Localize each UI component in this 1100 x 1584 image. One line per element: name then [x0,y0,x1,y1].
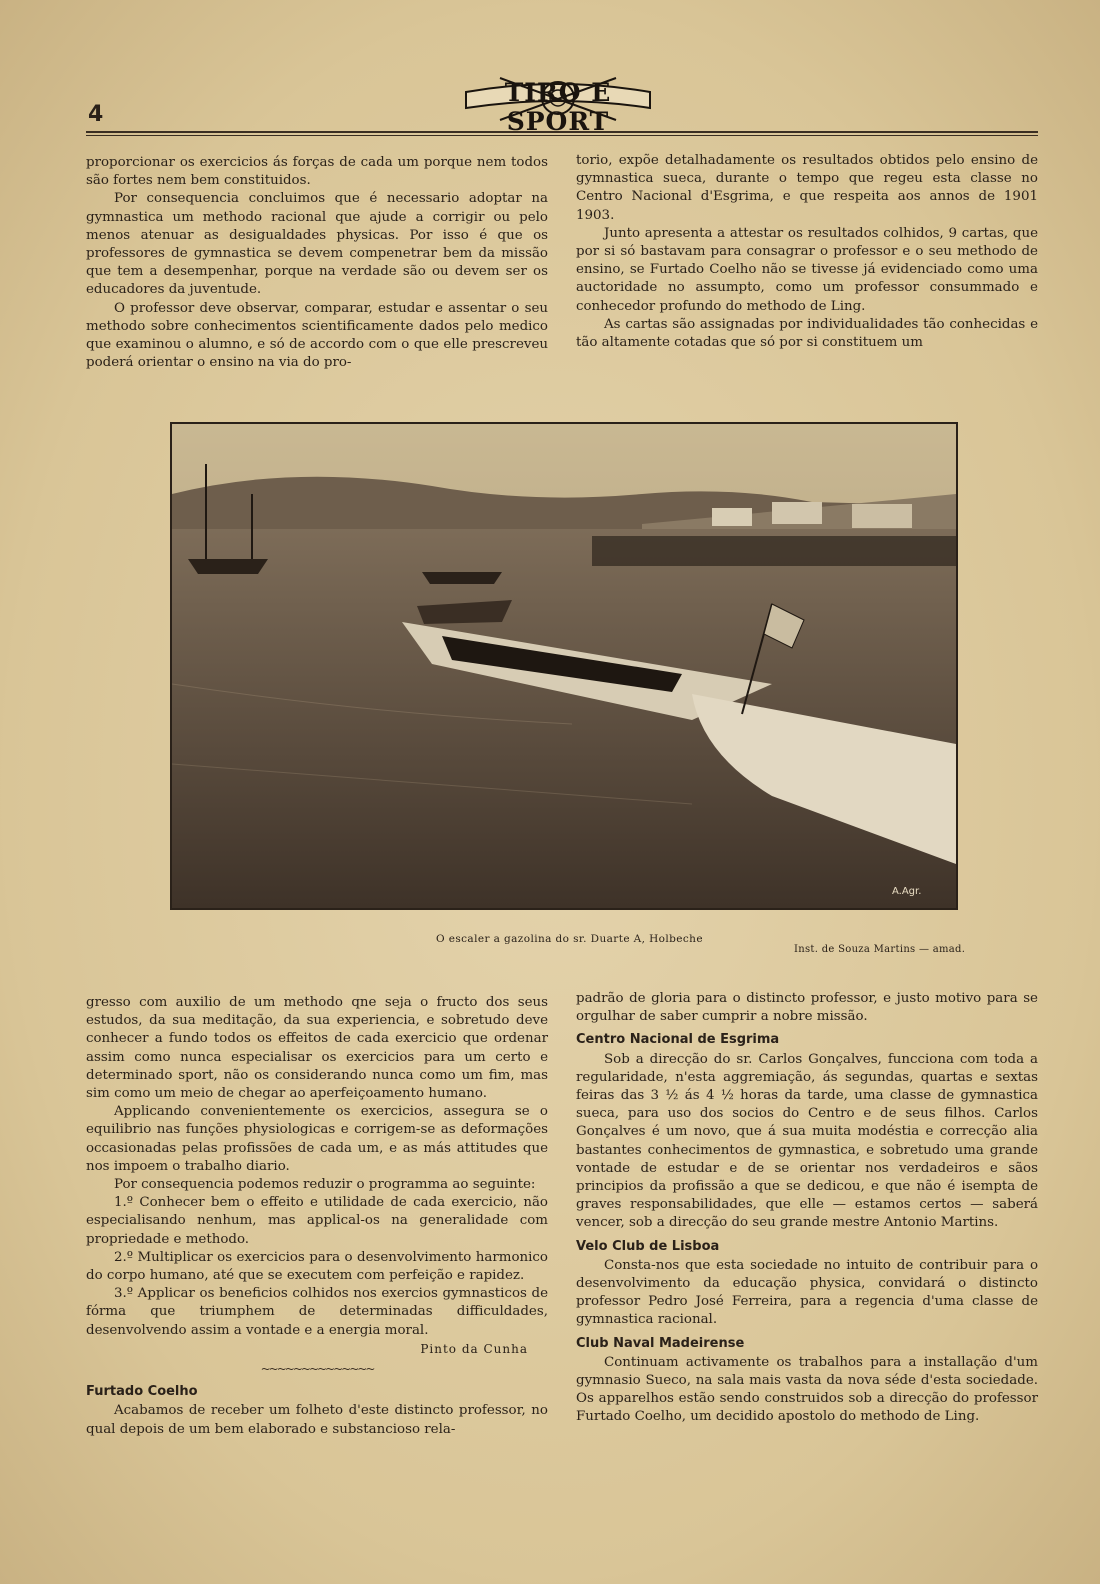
header-rule [86,131,1038,136]
photo-credit: Inst. de Souza Martins — amad. [794,944,966,955]
paragraph: padrão de gloria para o distincto professor, e justo motivo para se orgulhar de saber cumprir a nobre missão. [576,991,1038,1025]
masthead-title: TIRO E SPORT [504,78,612,136]
page-number: 4 [88,102,104,127]
masthead-logo [460,72,656,136]
paragraph: O professor deve observar, comparar, estudar e assentar o seu methodo sobre conhecimentos scientificamente dados pelo medico que examinou o alumno, e só de accordo com o que elle prescreveu poderá orientar o ensino na via do pro- [86,300,548,371]
column-top-left [86,154,548,372]
section-heading: Centro Nacional de Esgrima [576,1032,780,1048]
section-heading: Club Naval Madeirense [576,1335,745,1351]
section-heading: Velo Club de Lisboa [576,1238,720,1254]
paragraph: torio, expõe detalhadamente os resultados obtidos pelo ensino de gymnastica sueca, durante o tempo que regeu esta classe no Centro Nacional d'Esgrima, e que respeita aos annos de 1901 1903. [576,153,1038,223]
list-item: 3.º Applicar os beneficios colhidos nos exercios gymnasticos de fórma que triumphem de determinadas difficuldades, desenvolvendo assim a vontade e a energia moral. [86,1286,548,1338]
column-bottom-right [576,990,1038,1427]
harbor-scene-image [172,424,956,908]
author-signature: Pinto da Cunha [420,1341,528,1356]
paragraph: Junto apresenta a attestar os resultados colhidos, 9 cartas, que por si só bastavam para consagrar o professor e o seu methodo de ensino, se Furtado Coelho não se tivesse já evidenciado como uma auctoridade no assumpto, como um professor consummado e conhecedor profundo do methodo de Ling. [576,225,1038,314]
section-heading: Furtado Coelho [86,1384,198,1400]
paragraph: Continuam activamente os trabalhos para a installação d'um gymnasio Sueco, na sala mais vasta da nova séde d'esta sociedade. Os apparelhos estão sendo construidos sob a direcção do professor Furtado Coelho, um decidido apostolo do methodo de Ling. [576,1354,1038,1425]
paragraph: proporcionar os exercicios ás forças de cada um porque nem todos são fortes nem bem constituidos. [86,155,548,189]
paragraph: Applicando convenientemente os exercicios, assegura se o equilibrio nas funções physiologicas e corrigem-se as deformações occasionadas pelas profissões de cada um, e as más attitudes que nos impoem o trabalho diario. [86,1104,548,1174]
paragraph: Consta-nos que esta sociedade no intuito de contribuir para o desenvolvimento da educação physica, convidará o distincto professor Pedro José Ferreira, para a regencia d'uma classe de gymnastica racional. [576,1257,1038,1328]
paragraph: Sob a direcção do sr. Carlos Gonçalves, funcciona com toda a regularidade, n'esta aggremiação, ás segundas, quartas e sextas feiras das 3 ½ ás 4 ½ horas da tarde, uma classe de gymnastica sueca, para uso dos socios do Centro e de seus filhos. Carlos Gonçalves é um novo, que á sua muita modéstia e correcção alia bastantes conhecimentos de gymnastica, e sobretudo uma grande vontade de estudar e de se orientar nos verdadeiros e sãos principios da profissão a que se dedicou, e que não é isempta de graves responsabilidades, que elle — estamos certos — saberá vencer, sob a direcção do seu grande mestre Antonio Martins. [576,1051,1038,1231]
paragraph: gresso com auxilio de um methodo qne seja o fructo dos seus estudos, da sua meditação, da sua experiencia, e sobretudo deve conhecer a fundo todos os effeitos de cada exercicio que ordenar assim como nunca especialisar os exercicios para um certo e determinado sport, não os considerando nunca como um fim, mas sim como um meio de chegar ao aperfeiçoamento humano. [86,995,548,1102]
photo-caption: O escaler a gazolina do sr. Duarte A, Holbeche [436,933,703,945]
paragraph: Por consequencia concluimos que é necessario adoptar na gymnastica um methodo racional que ajude a corrigir ou pelo menos atenuar as desigualdades physicas. Por isso é que os professores de gymnastica se devem compenetrar bem da missão que tem a desempenhar, porque na verdade são ou devem ser os educadores da juventude. [86,191,548,298]
paragraph: As cartas são assignadas por individualidades tão conhecidas e tão altamente cotadas que só por si constituem um [576,316,1038,351]
photo-corner-mark: A.Agr. [892,886,922,897]
list-item: 2.º Multiplicar os exercicios para o desenvolvimento harmonico do corpo humano, até que se executem com perfeição e rapidez. [86,1249,548,1284]
boat-photograph [170,422,958,910]
column-bottom-left [86,994,548,1439]
paragraph: Por consequencia podemos reduzir o programma ao seguinte: [114,1177,536,1193]
column-top-right [576,152,1038,352]
divider-ornament: ~~~~~~~~~~~~~~ [260,1362,374,1377]
list-item: 1.º Conhecer bem o effeito e utilidade de cada exercicio, não especialisando nenhum, mas applical-os na generalidade com propriedade e methodo. [86,1195,548,1247]
paragraph: Acabamos de receber um folheto d'este distincto professor, no qual depois de um bem elaborado e substancioso rela- [86,1403,548,1437]
